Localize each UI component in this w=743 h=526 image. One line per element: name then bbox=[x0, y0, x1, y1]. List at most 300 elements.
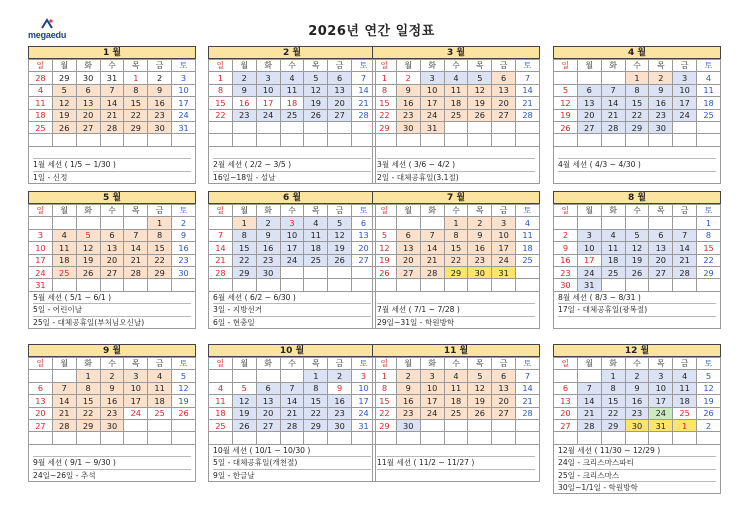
day-cell: 25 bbox=[697, 109, 721, 121]
day-cell: 5 bbox=[76, 229, 100, 241]
day-cell: 31 bbox=[649, 419, 673, 431]
day-cell: 22 bbox=[76, 407, 100, 419]
day-cell: 28 bbox=[29, 72, 53, 84]
month-11 bbox=[372, 344, 540, 482]
weekday-label: 월 bbox=[232, 358, 256, 370]
day-cell: 19 bbox=[373, 254, 397, 266]
week-row bbox=[209, 84, 376, 96]
note-line: 8월 세션 ( 8/3 ~ 8/31 ) bbox=[558, 292, 716, 304]
day-cell: 28 bbox=[352, 109, 376, 121]
day-cell: 21 bbox=[516, 97, 540, 109]
day-cell: 26 bbox=[232, 419, 256, 431]
day-cell: 1 bbox=[373, 370, 397, 382]
day-cell: 25 bbox=[280, 109, 304, 121]
note-line: 24일 - 크리스마스파티 bbox=[558, 457, 716, 469]
day-cell bbox=[444, 134, 468, 146]
note-line: 25일 - 대체공휴일(부처님오신날) bbox=[33, 317, 145, 327]
day-cell: 14 bbox=[52, 395, 76, 407]
day-cell: 18 bbox=[444, 97, 468, 109]
week-row bbox=[209, 242, 376, 254]
day-cell: 4 bbox=[304, 217, 328, 229]
day-cell: 1 bbox=[148, 217, 172, 229]
day-cell: 10 bbox=[124, 382, 148, 394]
day-cell: 4 bbox=[280, 72, 304, 84]
day-cell: 6 bbox=[492, 72, 516, 84]
week-row bbox=[554, 370, 721, 382]
note-line: 6일 - 현충일 bbox=[213, 317, 255, 327]
day-cell: 14 bbox=[673, 242, 697, 254]
day-cell: 15 bbox=[601, 395, 625, 407]
week-row bbox=[373, 242, 540, 254]
week-row bbox=[554, 395, 721, 407]
day-cell bbox=[304, 266, 328, 278]
day-cell bbox=[328, 432, 352, 444]
day-cell: 29 bbox=[124, 121, 148, 133]
weekday-label: 토 bbox=[697, 205, 721, 217]
day-cell: 24 bbox=[172, 109, 196, 121]
day-cell: 11 bbox=[673, 382, 697, 394]
weekday-label: 토 bbox=[172, 60, 196, 72]
day-cell: 4 bbox=[444, 370, 468, 382]
month-notes bbox=[208, 147, 376, 184]
day-cell: 3 bbox=[256, 72, 280, 84]
weekday-label: 토 bbox=[172, 358, 196, 370]
day-cell: 14 bbox=[601, 97, 625, 109]
day-cell: 12 bbox=[468, 84, 492, 96]
logo-text: megaedu bbox=[28, 30, 67, 40]
day-cell bbox=[373, 279, 397, 291]
note-line: 12월 세션 ( 11/30 ~ 12/29 ) bbox=[558, 445, 716, 457]
day-cell: 9 bbox=[172, 229, 196, 241]
day-cell bbox=[148, 419, 172, 431]
month-notes bbox=[372, 292, 540, 329]
day-cell: 7 bbox=[352, 72, 376, 84]
day-cell: 12 bbox=[468, 382, 492, 394]
day-cell: 1 bbox=[232, 217, 256, 229]
day-cell bbox=[76, 134, 100, 146]
week-row bbox=[554, 134, 721, 146]
day-cell: 20 bbox=[492, 395, 516, 407]
day-cell: 26 bbox=[304, 109, 328, 121]
week-row bbox=[209, 109, 376, 121]
day-cell bbox=[601, 279, 625, 291]
day-cell: 28 bbox=[516, 407, 540, 419]
day-cell bbox=[625, 134, 649, 146]
day-cell: 25 bbox=[209, 419, 233, 431]
day-cell: 25 bbox=[444, 407, 468, 419]
day-cell: 12 bbox=[52, 97, 76, 109]
week-row bbox=[209, 97, 376, 109]
weekday-label: 일 bbox=[373, 60, 397, 72]
weekday-label: 금 bbox=[492, 205, 516, 217]
weekday-label: 금 bbox=[328, 205, 352, 217]
day-cell: 24 bbox=[577, 266, 601, 278]
week-row bbox=[373, 84, 540, 96]
day-cell: 28 bbox=[577, 419, 601, 431]
note-line: 5일 - 어린이날 bbox=[33, 304, 191, 316]
weekday-label: 목 bbox=[649, 358, 673, 370]
weekday-label: 수 bbox=[280, 60, 304, 72]
weekday-label: 화 bbox=[420, 358, 444, 370]
day-cell: 5 bbox=[52, 84, 76, 96]
day-cell: 24 bbox=[649, 407, 673, 419]
week-row bbox=[29, 121, 196, 133]
month-7 bbox=[372, 191, 540, 329]
day-cell: 17 bbox=[649, 395, 673, 407]
week-row bbox=[29, 407, 196, 419]
day-cell: 14 bbox=[209, 242, 233, 254]
month-table bbox=[372, 204, 540, 292]
day-cell: 27 bbox=[577, 121, 601, 133]
day-cell: 16 bbox=[172, 242, 196, 254]
day-cell: 13 bbox=[577, 97, 601, 109]
day-cell: 21 bbox=[52, 407, 76, 419]
day-cell bbox=[148, 134, 172, 146]
day-cell: 10 bbox=[280, 229, 304, 241]
day-cell: 4 bbox=[52, 229, 76, 241]
day-cell: 21 bbox=[209, 254, 233, 266]
day-cell: 15 bbox=[124, 97, 148, 109]
day-cell: 6 bbox=[396, 229, 420, 241]
day-cell: 6 bbox=[554, 382, 578, 394]
day-cell bbox=[516, 279, 540, 291]
day-cell bbox=[52, 217, 76, 229]
day-cell: 3 bbox=[29, 229, 53, 241]
day-cell: 3 bbox=[649, 370, 673, 382]
note-line bbox=[33, 147, 191, 159]
day-cell: 21 bbox=[280, 407, 304, 419]
day-cell: 24 bbox=[352, 407, 376, 419]
weekday-label: 토 bbox=[352, 358, 376, 370]
day-cell bbox=[492, 134, 516, 146]
day-cell: 23 bbox=[649, 109, 673, 121]
week-row bbox=[209, 419, 376, 431]
day-cell bbox=[172, 419, 196, 431]
day-cell bbox=[649, 279, 673, 291]
day-cell: 26 bbox=[76, 266, 100, 278]
day-cell: 27 bbox=[396, 266, 420, 278]
month-title: 1 월 bbox=[28, 46, 196, 59]
day-cell: 4 bbox=[29, 84, 53, 96]
day-cell: 29 bbox=[373, 121, 397, 133]
week-row bbox=[373, 266, 540, 278]
day-cell bbox=[373, 134, 397, 146]
day-cell: 13 bbox=[328, 84, 352, 96]
day-cell: 24 bbox=[673, 109, 697, 121]
week-row bbox=[373, 97, 540, 109]
day-cell: 23 bbox=[232, 109, 256, 121]
day-cell: 10 bbox=[172, 84, 196, 96]
weekday-label: 일 bbox=[554, 205, 578, 217]
day-cell: 18 bbox=[209, 407, 233, 419]
weekday-label: 금 bbox=[673, 60, 697, 72]
day-cell: 11 bbox=[52, 242, 76, 254]
month-title: 10 월 bbox=[208, 344, 376, 357]
day-cell: 21 bbox=[124, 254, 148, 266]
day-cell: 12 bbox=[76, 242, 100, 254]
week-row bbox=[554, 254, 721, 266]
day-cell: 30 bbox=[468, 266, 492, 278]
day-cell: 30 bbox=[625, 419, 649, 431]
day-cell: 27 bbox=[76, 121, 100, 133]
day-cell bbox=[328, 279, 352, 291]
day-cell: 13 bbox=[649, 242, 673, 254]
note-line: 9일 - 한글날 bbox=[213, 470, 255, 480]
day-cell: 11 bbox=[148, 382, 172, 394]
day-cell bbox=[697, 121, 721, 133]
note-line: 2일 - 대체공휴일(3.1절) bbox=[377, 172, 459, 182]
weekday-label: 월 bbox=[577, 205, 601, 217]
week-row bbox=[373, 382, 540, 394]
day-cell: 22 bbox=[697, 254, 721, 266]
weekday-label: 수 bbox=[100, 60, 124, 72]
day-cell: 22 bbox=[209, 109, 233, 121]
note-line: 1일 - 신정 bbox=[33, 172, 68, 182]
day-cell: 25 bbox=[52, 266, 76, 278]
day-cell bbox=[256, 121, 280, 133]
day-cell: 27 bbox=[492, 407, 516, 419]
weekday-label: 수 bbox=[100, 358, 124, 370]
weekday-header bbox=[29, 60, 196, 72]
day-cell bbox=[76, 217, 100, 229]
note-line: 2월 세션 ( 2/2 ~ 3/5 ) bbox=[213, 159, 371, 171]
weekday-label: 목 bbox=[124, 358, 148, 370]
month-1 bbox=[28, 46, 196, 184]
weekday-label: 목 bbox=[124, 60, 148, 72]
day-cell bbox=[280, 432, 304, 444]
day-cell: 1 bbox=[697, 217, 721, 229]
day-cell: 22 bbox=[124, 109, 148, 121]
day-cell bbox=[420, 432, 444, 444]
month-notes bbox=[372, 147, 540, 184]
week-row bbox=[554, 419, 721, 431]
day-cell: 14 bbox=[352, 84, 376, 96]
day-cell: 7 bbox=[52, 382, 76, 394]
month-4 bbox=[553, 46, 721, 184]
day-cell: 30 bbox=[76, 72, 100, 84]
day-cell: 3 bbox=[420, 72, 444, 84]
note-line: 4월 세션 ( 4/3 ~ 4/30 ) bbox=[558, 159, 716, 171]
weekday-label: 월 bbox=[396, 358, 420, 370]
day-cell bbox=[124, 432, 148, 444]
month-2 bbox=[208, 46, 376, 184]
day-cell bbox=[209, 134, 233, 146]
day-cell: 30 bbox=[328, 419, 352, 431]
weekday-label: 일 bbox=[554, 60, 578, 72]
day-cell: 21 bbox=[673, 254, 697, 266]
day-cell bbox=[444, 419, 468, 431]
day-cell: 17 bbox=[280, 242, 304, 254]
day-cell bbox=[124, 134, 148, 146]
weekday-label: 목 bbox=[649, 205, 673, 217]
day-cell: 8 bbox=[124, 84, 148, 96]
weekday-label: 목 bbox=[468, 205, 492, 217]
day-cell: 26 bbox=[373, 266, 397, 278]
note-line bbox=[377, 445, 535, 457]
day-cell: 27 bbox=[328, 109, 352, 121]
day-cell: 15 bbox=[625, 97, 649, 109]
day-cell bbox=[232, 121, 256, 133]
day-cell: 6 bbox=[649, 229, 673, 241]
day-cell: 8 bbox=[232, 229, 256, 241]
weekday-label: 토 bbox=[697, 60, 721, 72]
day-cell bbox=[232, 370, 256, 382]
weekday-label: 화 bbox=[256, 358, 280, 370]
day-cell: 13 bbox=[492, 382, 516, 394]
day-cell bbox=[649, 432, 673, 444]
day-cell bbox=[396, 217, 420, 229]
weekday-header bbox=[373, 205, 540, 217]
month-3 bbox=[372, 46, 540, 184]
day-cell: 2 bbox=[100, 370, 124, 382]
weekday-label: 목 bbox=[304, 60, 328, 72]
note-line: 17일 - 대체공휴일(광복절) bbox=[558, 304, 716, 316]
day-cell: 26 bbox=[554, 121, 578, 133]
weekday-label: 화 bbox=[256, 205, 280, 217]
day-cell: 28 bbox=[52, 419, 76, 431]
day-cell: 11 bbox=[209, 395, 233, 407]
day-cell bbox=[649, 134, 673, 146]
day-cell: 9 bbox=[396, 84, 420, 96]
week-row bbox=[209, 121, 376, 133]
day-cell: 3 bbox=[352, 370, 376, 382]
week-row bbox=[209, 382, 376, 394]
day-cell: 12 bbox=[172, 382, 196, 394]
day-cell: 15 bbox=[373, 395, 397, 407]
month-table bbox=[553, 59, 721, 147]
day-cell bbox=[601, 217, 625, 229]
day-cell: 29 bbox=[373, 419, 397, 431]
month-notes bbox=[28, 445, 196, 482]
day-cell bbox=[172, 279, 196, 291]
note-line: 6월 세션 ( 6/2 ~ 6/30 ) bbox=[213, 292, 371, 304]
weekday-header bbox=[209, 60, 376, 72]
day-cell: 19 bbox=[554, 109, 578, 121]
month-title: 2 월 bbox=[208, 46, 376, 59]
day-cell: 27 bbox=[100, 266, 124, 278]
week-row bbox=[554, 217, 721, 229]
week-row bbox=[373, 72, 540, 84]
day-cell: 19 bbox=[232, 407, 256, 419]
day-cell: 23 bbox=[468, 254, 492, 266]
weekday-label: 수 bbox=[444, 205, 468, 217]
week-row bbox=[373, 279, 540, 291]
weekday-label: 일 bbox=[373, 205, 397, 217]
day-cell: 14 bbox=[516, 382, 540, 394]
day-cell bbox=[148, 432, 172, 444]
day-cell bbox=[280, 266, 304, 278]
day-cell: 28 bbox=[420, 266, 444, 278]
day-cell: 6 bbox=[76, 84, 100, 96]
day-cell: 20 bbox=[649, 254, 673, 266]
day-cell: 28 bbox=[209, 266, 233, 278]
day-cell: 2 bbox=[625, 370, 649, 382]
day-cell bbox=[673, 217, 697, 229]
day-cell bbox=[492, 432, 516, 444]
day-cell: 16 bbox=[328, 395, 352, 407]
weekday-label: 토 bbox=[352, 60, 376, 72]
weekday-label: 목 bbox=[304, 358, 328, 370]
day-cell: 20 bbox=[328, 97, 352, 109]
weekday-label: 화 bbox=[256, 60, 280, 72]
day-cell: 7 bbox=[673, 229, 697, 241]
day-cell bbox=[256, 370, 280, 382]
day-cell: 2 bbox=[697, 419, 721, 431]
day-cell: 4 bbox=[148, 370, 172, 382]
day-cell bbox=[673, 432, 697, 444]
week-row bbox=[209, 370, 376, 382]
day-cell: 19 bbox=[52, 109, 76, 121]
day-cell: 18 bbox=[52, 254, 76, 266]
day-cell bbox=[697, 134, 721, 146]
day-cell: 13 bbox=[256, 395, 280, 407]
note-line bbox=[558, 172, 716, 183]
day-cell bbox=[601, 432, 625, 444]
day-cell bbox=[516, 432, 540, 444]
day-cell: 11 bbox=[444, 84, 468, 96]
day-cell bbox=[124, 217, 148, 229]
day-cell: 24 bbox=[280, 254, 304, 266]
day-cell: 7 bbox=[516, 72, 540, 84]
day-cell: 25 bbox=[444, 109, 468, 121]
day-cell: 13 bbox=[352, 229, 376, 241]
week-row bbox=[554, 121, 721, 133]
day-cell: 27 bbox=[29, 419, 53, 431]
day-cell bbox=[100, 432, 124, 444]
weekday-label: 금 bbox=[148, 358, 172, 370]
day-cell bbox=[76, 432, 100, 444]
day-cell bbox=[209, 370, 233, 382]
day-cell: 22 bbox=[625, 109, 649, 121]
day-cell: 4 bbox=[601, 229, 625, 241]
month-table bbox=[208, 59, 376, 147]
day-cell: 5 bbox=[554, 84, 578, 96]
week-row bbox=[29, 109, 196, 121]
month-table bbox=[208, 357, 376, 445]
day-cell: 22 bbox=[444, 254, 468, 266]
day-cell bbox=[29, 134, 53, 146]
weekday-label: 월 bbox=[577, 60, 601, 72]
day-cell bbox=[444, 121, 468, 133]
weekday-label: 토 bbox=[352, 205, 376, 217]
day-cell: 30 bbox=[172, 266, 196, 278]
day-cell: 30 bbox=[396, 121, 420, 133]
weekday-label: 목 bbox=[468, 60, 492, 72]
day-cell bbox=[256, 279, 280, 291]
day-cell: 17 bbox=[492, 242, 516, 254]
day-cell: 2 bbox=[396, 72, 420, 84]
day-cell: 20 bbox=[492, 97, 516, 109]
day-cell bbox=[148, 279, 172, 291]
day-cell: 13 bbox=[29, 395, 53, 407]
day-cell bbox=[577, 72, 601, 84]
day-cell: 8 bbox=[373, 84, 397, 96]
day-cell bbox=[209, 121, 233, 133]
day-cell bbox=[577, 217, 601, 229]
day-cell: 17 bbox=[673, 97, 697, 109]
day-cell: 2 bbox=[554, 229, 578, 241]
weekday-label: 월 bbox=[52, 205, 76, 217]
week-row bbox=[29, 279, 196, 291]
weekday-label: 목 bbox=[468, 358, 492, 370]
day-cell: 11 bbox=[29, 97, 53, 109]
week-row bbox=[554, 72, 721, 84]
day-cell: 26 bbox=[697, 407, 721, 419]
day-cell bbox=[209, 217, 233, 229]
day-cell: 22 bbox=[232, 254, 256, 266]
day-cell: 14 bbox=[516, 84, 540, 96]
weekday-label: 수 bbox=[625, 60, 649, 72]
